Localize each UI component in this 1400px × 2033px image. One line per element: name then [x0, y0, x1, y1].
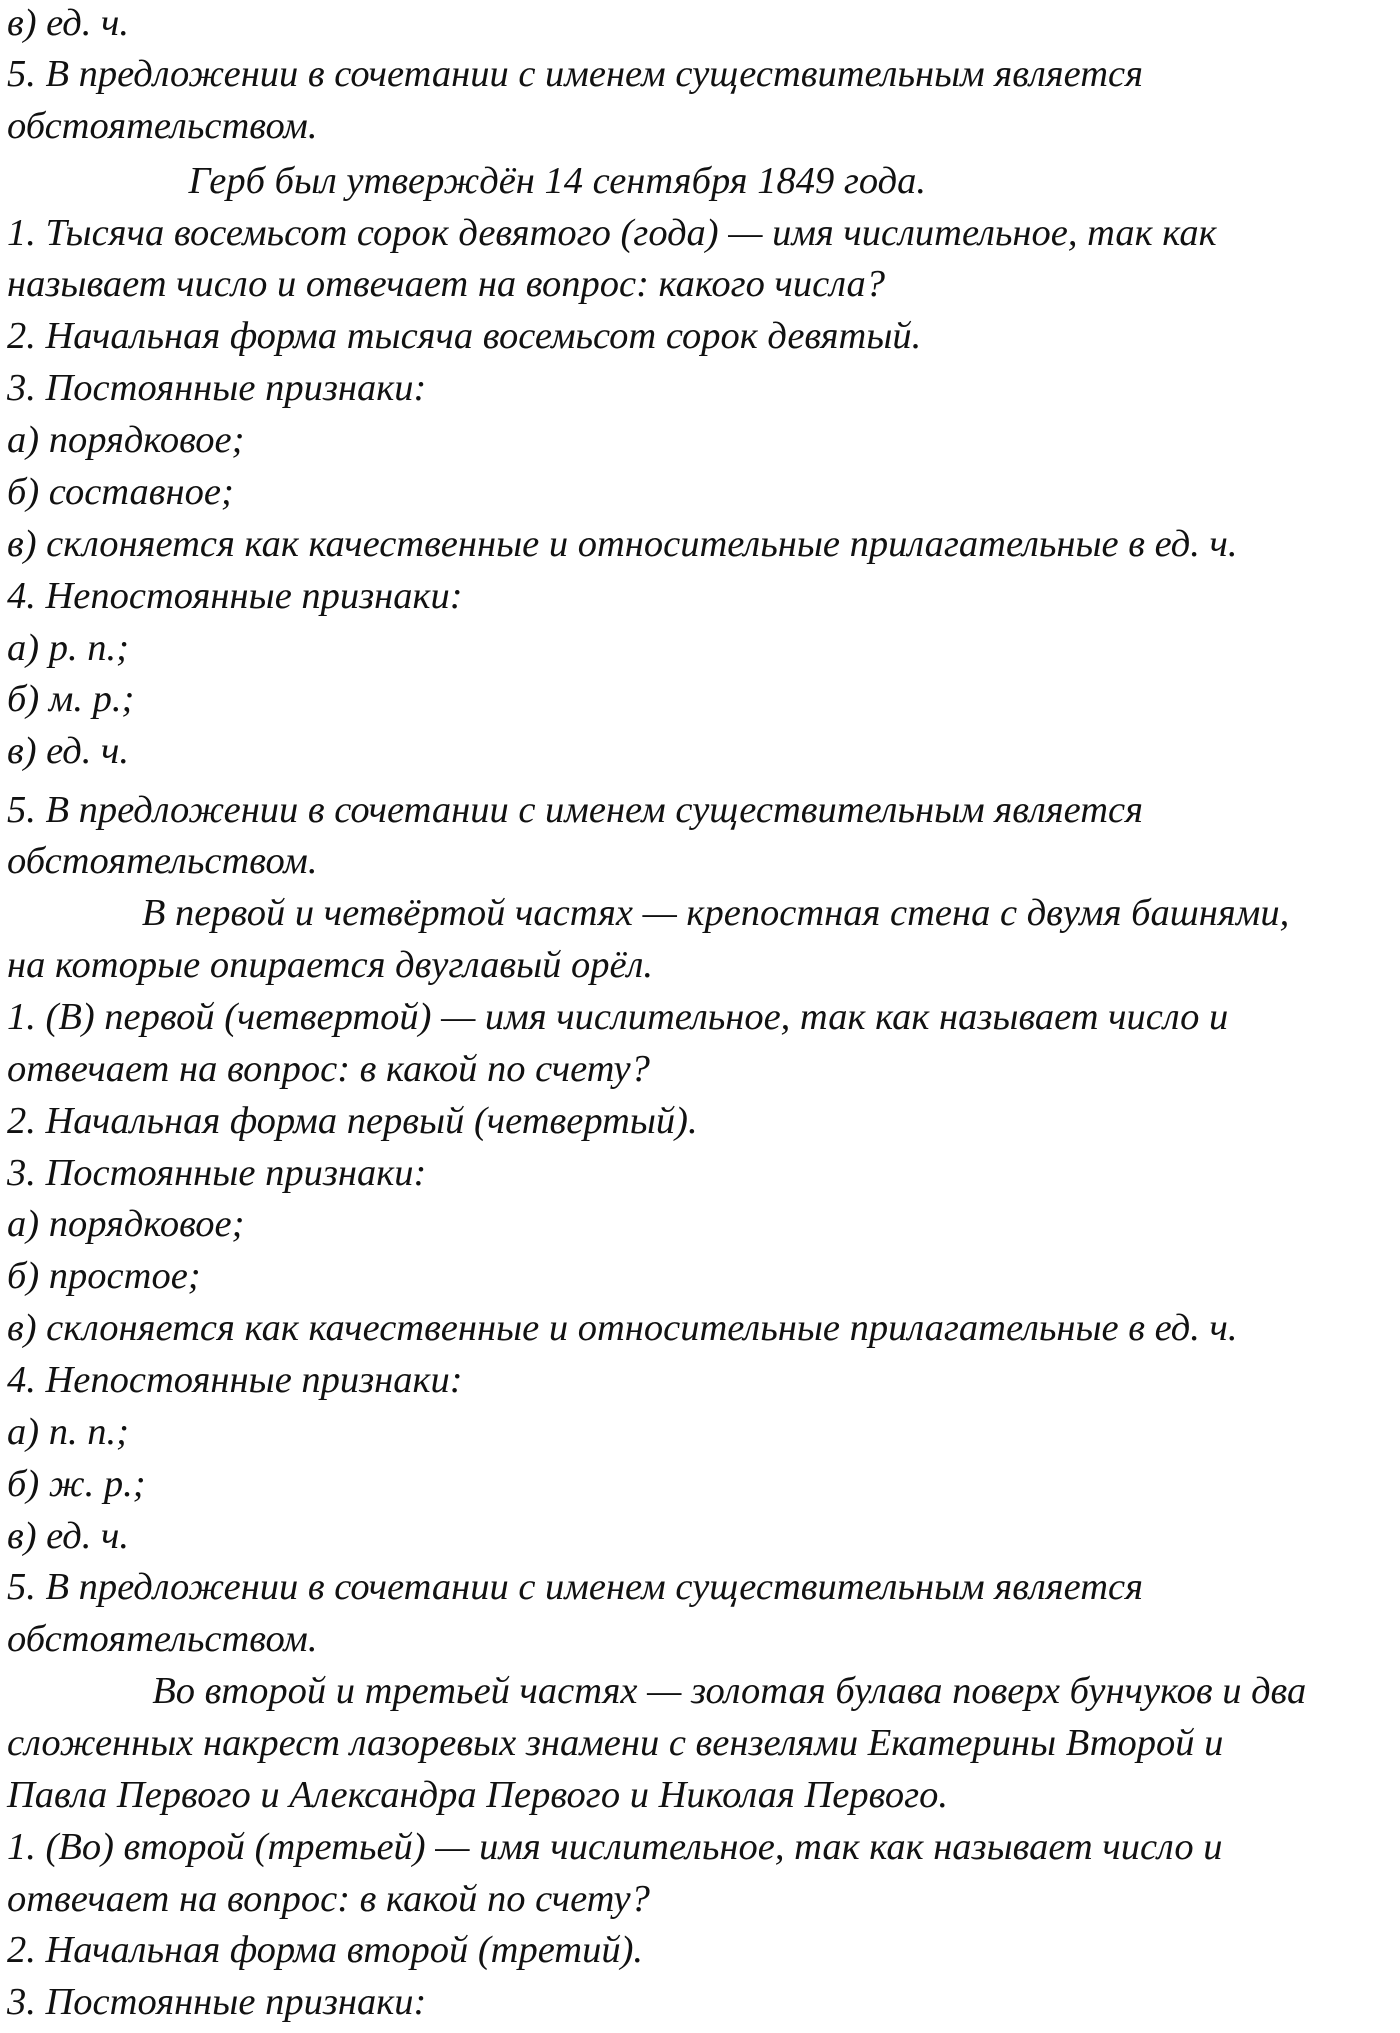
text-line: 3. Постоянные признаки: [7, 1151, 427, 1194]
text-line: б) м. р.; [7, 678, 135, 721]
text-line: 5. В предложении в сочетании с именем существительным является [7, 53, 1144, 96]
text-line: б) простое; [7, 1255, 201, 1298]
text-line: обстоятельством. [7, 1618, 318, 1661]
text-line: в) склоняется как качественные и относительные прилагательные в ед. ч. [7, 1307, 1238, 1350]
text-line: 5. В предложении в сочетании с именем существительным является [7, 1566, 1144, 1609]
text-line: в) ед. ч. [7, 1514, 130, 1557]
text-line: обстоятельством. [7, 840, 318, 883]
text-line: 2. Начальная форма второй (третий). [7, 1929, 644, 1972]
text-line: в) склоняется как качественные и относительные прилагательные в ед. ч. [7, 522, 1238, 565]
text-line: а) р. п.; [7, 626, 129, 669]
text-line: 3. Постоянные признаки: [7, 1981, 427, 2024]
text-line: 1. (Во) второй (третьей) — имя числительное, так как называет число и [7, 1825, 1223, 1868]
text-line: В первой и четвёртой частях — крепостная стена с двумя башнями, [141, 892, 1290, 935]
text-line: 3. Постоянные признаки: [7, 367, 427, 410]
document-page [7, 0, 1397, 2033]
text-line: а) порядковое; [7, 1203, 245, 1246]
text-line: 4. Непостоянные признаки: [7, 1359, 463, 1402]
text-line: 4. Непостоянные признаки: [7, 574, 463, 617]
text-line: отвечает на вопрос: в какой по счету? [7, 1047, 650, 1090]
text-line: 2. Начальная форма первый (четвертый). [7, 1099, 698, 1142]
text-line: Павла Первого и Александра Первого и Николая Первого. [7, 1773, 948, 1816]
text-line: обстоятельством. [7, 105, 318, 148]
text-line: а) п. п.; [7, 1410, 129, 1453]
text-line: Во второй и третьей частях — золотая булава поверх бунчуков и два [152, 1670, 1307, 1713]
text-line: Герб был утверждён 14 сентября 1849 года. [188, 159, 926, 202]
text-line: сложенных накрест лазоревых знамени с вензелями Екатерины Второй и [7, 1722, 1224, 1765]
text-line: 1. Тысяча восемьсот сорок девятого (года) — имя числительное, так как [7, 211, 1217, 254]
text-line: 5. В предложении в сочетании с именем существительным является [7, 788, 1144, 831]
text-line: 2. Начальная форма тысяча восемьсот сорок девятый. [7, 315, 922, 358]
text-line: в) ед. ч. [7, 730, 130, 773]
text-line: на которые опирается двуглавый орёл. [7, 944, 654, 987]
text-line: в) ед. ч. [7, 1, 130, 44]
text-line: а) порядковое; [7, 419, 245, 462]
text-line: б) ж. р.; [7, 1462, 146, 1505]
text-line: б) составное; [7, 470, 234, 513]
text-line: называет число и отвечает на вопрос: какого числа? [7, 263, 885, 306]
text-line: 1. (В) первой (четвертой) — имя числительное, так как называет число и [7, 996, 1229, 1038]
text-line: отвечает на вопрос: в какой по счету? [7, 1877, 650, 1920]
